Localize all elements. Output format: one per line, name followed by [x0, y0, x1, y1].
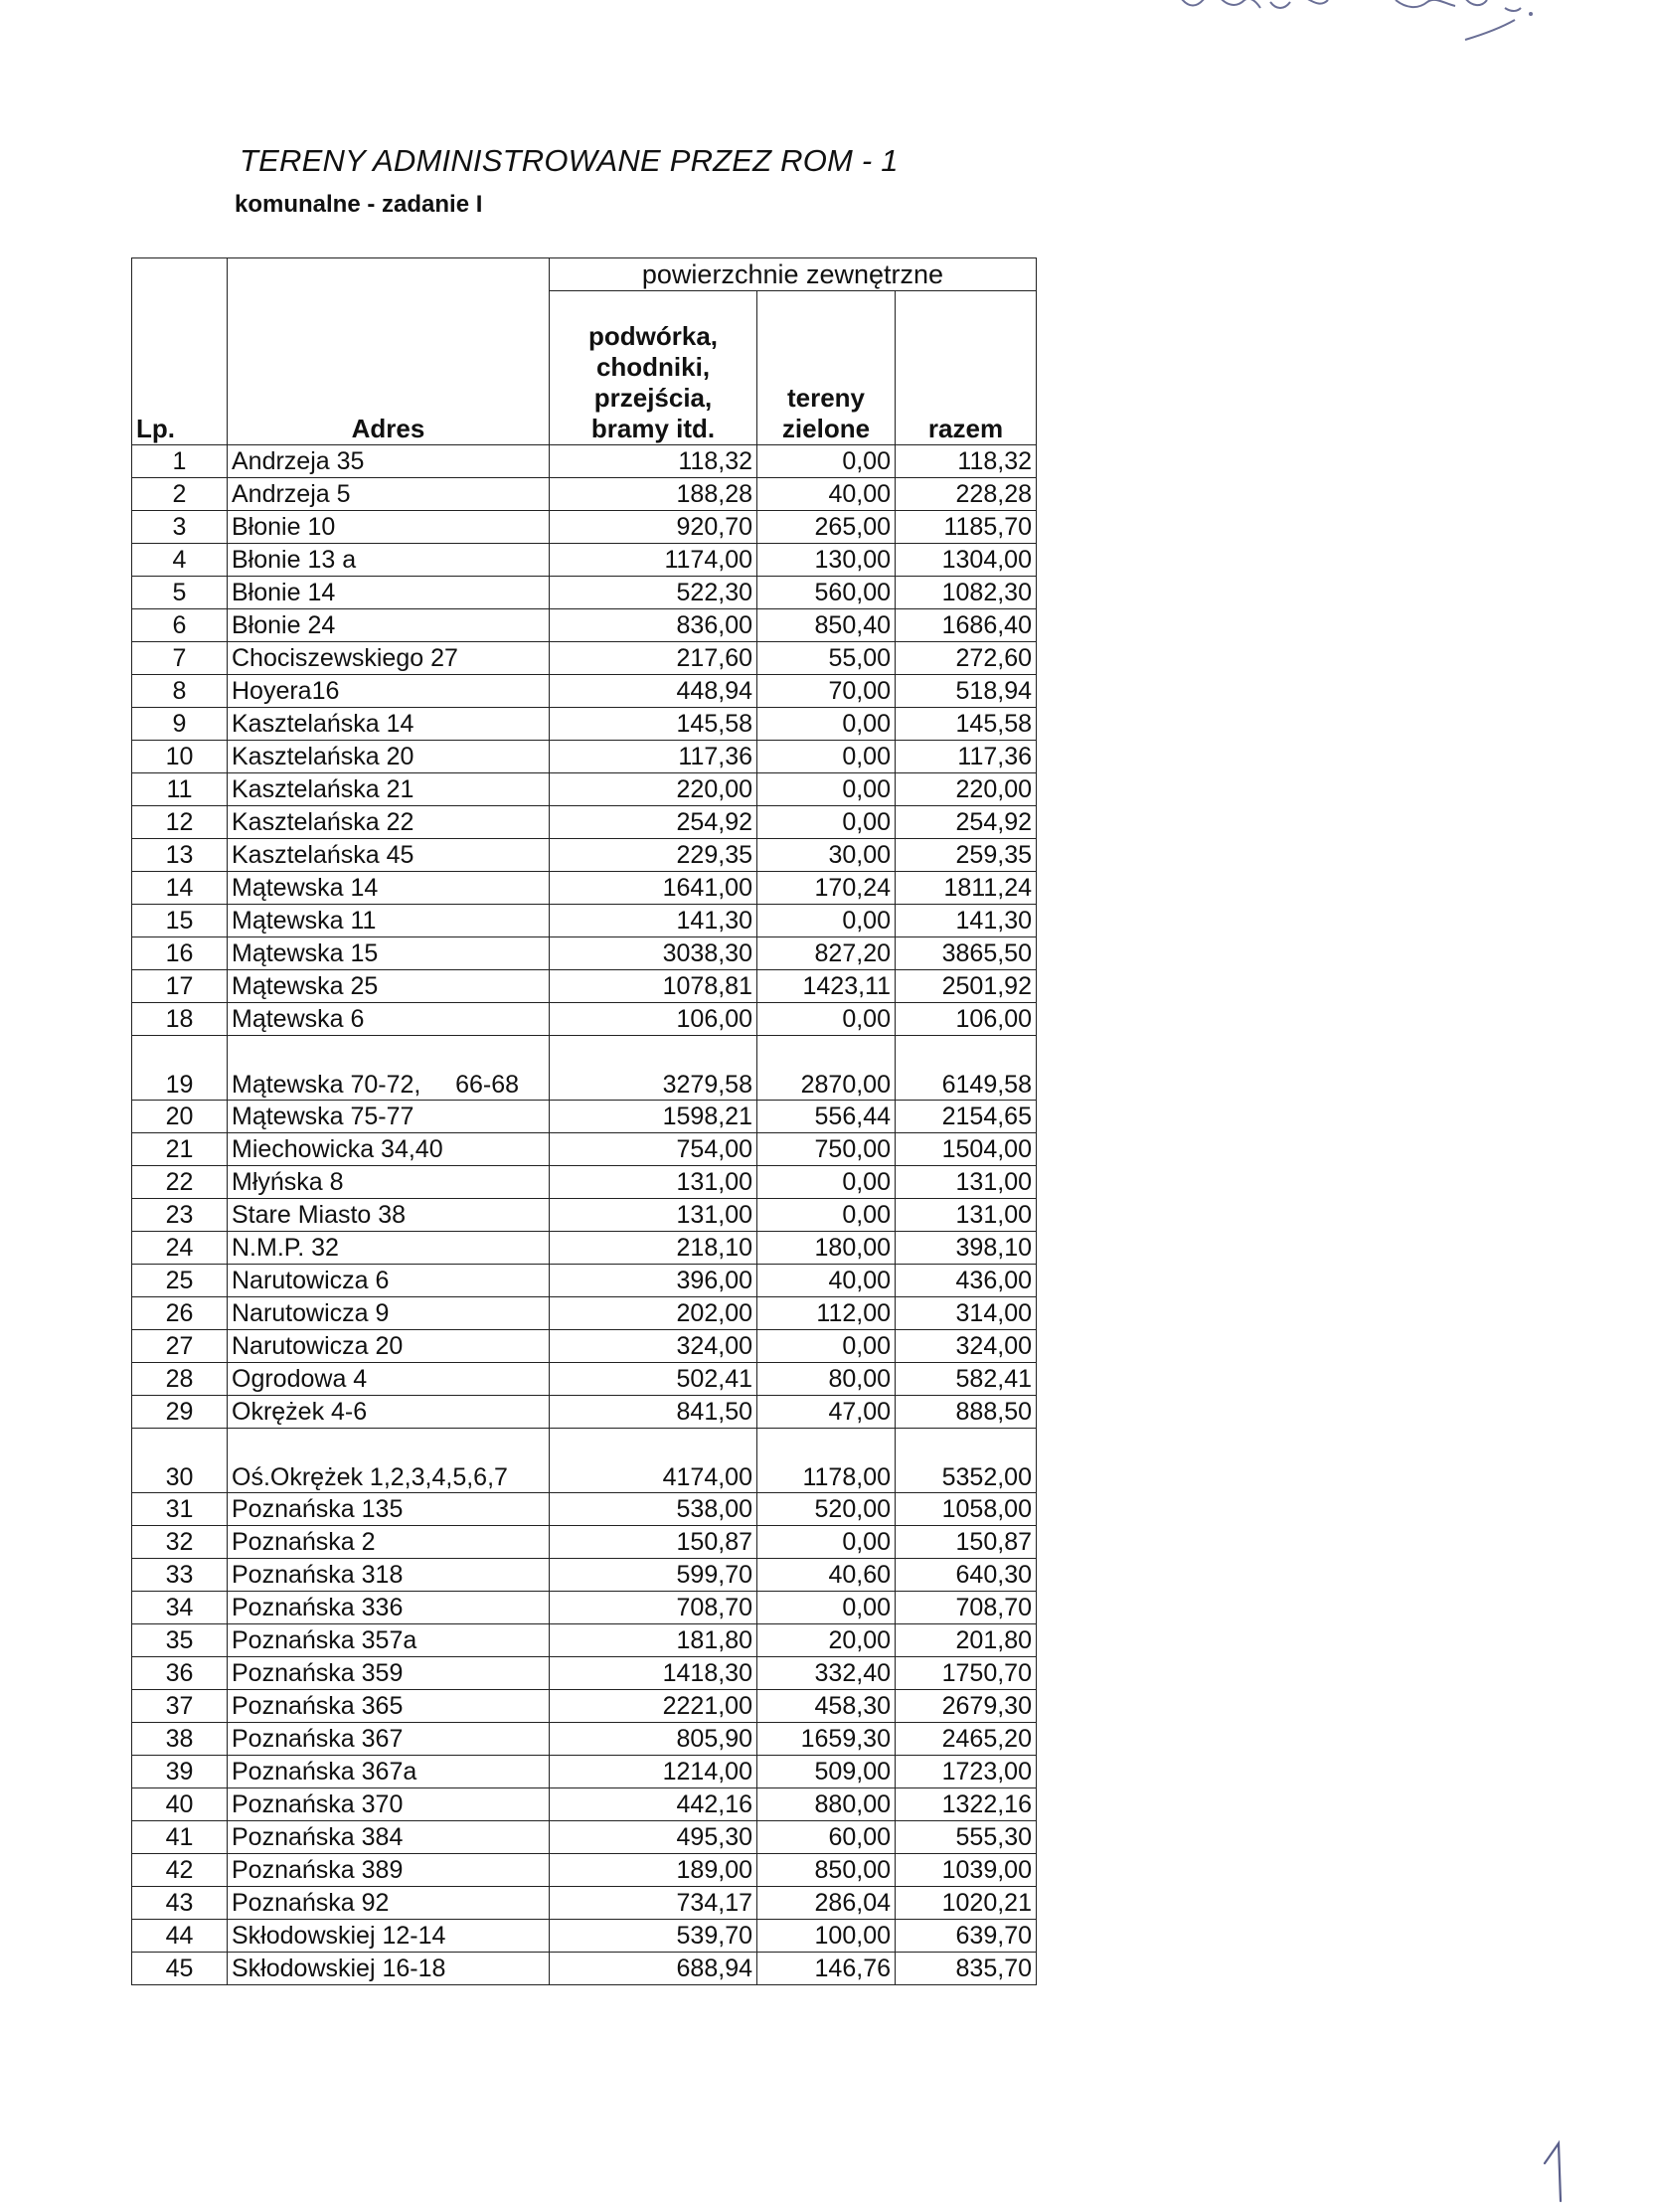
row-address: Poznańska 135: [228, 1493, 550, 1526]
row-number: 10: [132, 741, 228, 773]
row-total-area: 708,70: [896, 1592, 1037, 1624]
row-number: 28: [132, 1363, 228, 1396]
table-row: [132, 1363, 1037, 1396]
row-green-area: 2870,00: [757, 1036, 896, 1101]
row-yards-area: 220,00: [550, 773, 757, 806]
row-address: Poznańska 367a: [228, 1756, 550, 1788]
row-yards-area: 734,17: [550, 1887, 757, 1920]
row-address: Błonie 24: [228, 609, 550, 642]
row-green-area: 850,40: [757, 609, 896, 642]
row-green-area: 560,00: [757, 577, 896, 609]
row-total-area: 2501,92: [896, 970, 1037, 1003]
row-green-area: 146,76: [757, 1953, 896, 1985]
table-row: [132, 1396, 1037, 1429]
table-row: [132, 1559, 1037, 1592]
row-green-area: 170,24: [757, 872, 896, 905]
row-yards-area: 4174,00: [550, 1429, 757, 1493]
row-address: Poznańska 357a: [228, 1624, 550, 1657]
row-yards-area: 106,00: [550, 1003, 757, 1036]
header-line: podwórka,: [587, 321, 718, 351]
column-header-green-areas: [757, 291, 896, 445]
row-total-area: 272,60: [896, 642, 1037, 675]
row-number: 34: [132, 1592, 228, 1624]
row-yards-area: 131,00: [550, 1166, 757, 1199]
row-address: Błonie 14: [228, 577, 550, 609]
row-yards-area: 188,28: [550, 478, 757, 511]
row-number: 27: [132, 1330, 228, 1363]
row-address: Błonie 10: [228, 511, 550, 544]
row-green-area: 80,00: [757, 1363, 896, 1396]
row-green-area: 0,00: [757, 1526, 896, 1559]
row-green-area: 332,40: [757, 1657, 896, 1690]
row-number: 39: [132, 1756, 228, 1788]
row-number: 1: [132, 445, 228, 478]
row-number: 42: [132, 1854, 228, 1887]
row-green-area: 1178,00: [757, 1429, 896, 1493]
row-number: 37: [132, 1690, 228, 1723]
row-total-area: 2154,65: [896, 1101, 1037, 1133]
row-address: Mątewska 70-72, 66-68: [228, 1036, 550, 1101]
row-address: Kasztelańska 21: [228, 773, 550, 806]
row-yards-area: 229,35: [550, 839, 757, 872]
table-row: [132, 839, 1037, 872]
row-address: Poznańska 367: [228, 1723, 550, 1756]
row-number: 2: [132, 478, 228, 511]
row-address: Mątewska 6: [228, 1003, 550, 1036]
table-row: [132, 1821, 1037, 1854]
table-row: [132, 544, 1037, 577]
row-total-area: 228,28: [896, 478, 1037, 511]
row-yards-area: 254,92: [550, 806, 757, 839]
row-number: 8: [132, 675, 228, 708]
row-green-area: 30,00: [757, 839, 896, 872]
row-green-area: 1659,30: [757, 1723, 896, 1756]
table-row: [132, 1624, 1037, 1657]
table-row: [132, 806, 1037, 839]
table-row: [132, 577, 1037, 609]
row-address: Błonie 13 a: [228, 544, 550, 577]
column-header-lp: Lp.: [132, 258, 228, 445]
row-yards-area: 141,30: [550, 905, 757, 937]
row-yards-area: 442,16: [550, 1788, 757, 1821]
row-number: 43: [132, 1887, 228, 1920]
row-yards-area: 448,94: [550, 675, 757, 708]
column-group-header-external-areas: powierzchnie zewnętrzne: [550, 258, 1037, 291]
table-row: [132, 1133, 1037, 1166]
table-row: [132, 1297, 1037, 1330]
row-total-area: 201,80: [896, 1624, 1037, 1657]
row-total-area: 2679,30: [896, 1690, 1037, 1723]
row-total-area: 1750,70: [896, 1657, 1037, 1690]
row-address: Poznańska 370: [228, 1788, 550, 1821]
row-yards-area: 539,70: [550, 1920, 757, 1953]
row-total-area: 2465,20: [896, 1723, 1037, 1756]
row-yards-area: 1598,21: [550, 1101, 757, 1133]
row-green-area: 286,04: [757, 1887, 896, 1920]
row-total-area: 582,41: [896, 1363, 1037, 1396]
row-number: 18: [132, 1003, 228, 1036]
row-yards-area: 217,60: [550, 642, 757, 675]
row-green-area: 55,00: [757, 642, 896, 675]
row-total-area: 141,30: [896, 905, 1037, 937]
row-number: 13: [132, 839, 228, 872]
row-yards-area: 754,00: [550, 1133, 757, 1166]
header-line: tereny: [786, 383, 866, 413]
row-green-area: 0,00: [757, 773, 896, 806]
row-number: 30: [132, 1429, 228, 1493]
row-number: 19: [132, 1036, 228, 1101]
row-green-area: 40,60: [757, 1559, 896, 1592]
row-total-area: 1504,00: [896, 1133, 1037, 1166]
table-row: [132, 1166, 1037, 1199]
row-yards-area: 117,36: [550, 741, 757, 773]
row-green-area: 265,00: [757, 511, 896, 544]
row-green-area: 0,00: [757, 905, 896, 937]
table-row: [132, 1756, 1037, 1788]
row-yards-area: 218,10: [550, 1232, 757, 1265]
row-green-area: 40,00: [757, 1265, 896, 1297]
header-line: zielone: [781, 414, 871, 443]
row-address: Młyńska 8: [228, 1166, 550, 1199]
row-yards-area: 131,00: [550, 1199, 757, 1232]
row-address: Narutowicza 6: [228, 1265, 550, 1297]
row-address: Hoyera16: [228, 675, 550, 708]
row-yards-area: 1174,00: [550, 544, 757, 577]
row-number: 15: [132, 905, 228, 937]
row-green-area: 509,00: [757, 1756, 896, 1788]
column-header-total: razem: [896, 291, 1037, 445]
row-yards-area: 3279,58: [550, 1036, 757, 1101]
table-body: [132, 445, 1037, 1985]
row-address: Miechowicka 34,40: [228, 1133, 550, 1166]
row-green-area: 130,00: [757, 544, 896, 577]
row-number: 33: [132, 1559, 228, 1592]
row-yards-area: 1418,30: [550, 1657, 757, 1690]
table-row: [132, 478, 1037, 511]
row-number: 25: [132, 1265, 228, 1297]
row-yards-area: 202,00: [550, 1297, 757, 1330]
row-yards-area: 688,94: [550, 1953, 757, 1985]
row-total-area: 888,50: [896, 1396, 1037, 1429]
row-total-area: 117,36: [896, 741, 1037, 773]
row-yards-area: 495,30: [550, 1821, 757, 1854]
row-address: Oś.Okrężek 1,2,3,4,5,6,7: [228, 1429, 550, 1493]
row-total-area: 1723,00: [896, 1756, 1037, 1788]
table-row: [132, 905, 1037, 937]
row-address: Stare Miasto 38: [228, 1199, 550, 1232]
handwritten-page-number: [1539, 2137, 1578, 2207]
row-address: Skłodowskiej 12-14: [228, 1920, 550, 1953]
row-green-area: 880,00: [757, 1788, 896, 1821]
row-yards-area: 189,00: [550, 1854, 757, 1887]
row-number: 22: [132, 1166, 228, 1199]
row-green-area: 0,00: [757, 1003, 896, 1036]
row-total-area: 259,35: [896, 839, 1037, 872]
row-green-area: 0,00: [757, 1330, 896, 1363]
row-green-area: 1423,11: [757, 970, 896, 1003]
table-row: [132, 1854, 1037, 1887]
header-line: chodniki,: [595, 352, 711, 382]
table-row: [132, 1036, 1037, 1101]
row-address: Ogrodowa 4: [228, 1363, 550, 1396]
row-total-area: 106,00: [896, 1003, 1037, 1036]
row-number: 40: [132, 1788, 228, 1821]
row-total-area: 118,32: [896, 445, 1037, 478]
row-green-area: 0,00: [757, 708, 896, 741]
row-total-area: 1082,30: [896, 577, 1037, 609]
row-yards-area: 836,00: [550, 609, 757, 642]
row-yards-area: 599,70: [550, 1559, 757, 1592]
row-address: Okrężek 4-6: [228, 1396, 550, 1429]
row-green-area: 100,00: [757, 1920, 896, 1953]
row-number: 14: [132, 872, 228, 905]
row-address: Poznańska 336: [228, 1592, 550, 1624]
row-green-area: 0,00: [757, 1199, 896, 1232]
row-address: Narutowicza 9: [228, 1297, 550, 1330]
row-green-area: 60,00: [757, 1821, 896, 1854]
row-yards-area: 3038,30: [550, 937, 757, 970]
row-yards-area: 2221,00: [550, 1690, 757, 1723]
row-number: 4: [132, 544, 228, 577]
row-yards-area: 145,58: [550, 708, 757, 741]
row-address: Kasztelańska 22: [228, 806, 550, 839]
row-number: 31: [132, 1493, 228, 1526]
table-row: [132, 1592, 1037, 1624]
row-yards-area: 1078,81: [550, 970, 757, 1003]
table-row: [132, 1003, 1037, 1036]
row-total-area: 324,00: [896, 1330, 1037, 1363]
row-green-area: 458,30: [757, 1690, 896, 1723]
table-row: [132, 1493, 1037, 1526]
table-row: [132, 872, 1037, 905]
column-header-yards: [550, 291, 757, 445]
row-total-area: 398,10: [896, 1232, 1037, 1265]
row-yards-area: 1214,00: [550, 1756, 757, 1788]
row-number: 3: [132, 511, 228, 544]
row-number: 12: [132, 806, 228, 839]
table-row: [132, 970, 1037, 1003]
table-row: [132, 741, 1037, 773]
row-address: Kasztelańska 20: [228, 741, 550, 773]
row-number: 20: [132, 1101, 228, 1133]
page-subtitle: komunalne - zadanie I: [235, 191, 483, 218]
table-row: [132, 1723, 1037, 1756]
row-total-area: 1058,00: [896, 1493, 1037, 1526]
row-green-area: 520,00: [757, 1493, 896, 1526]
row-total-area: 5352,00: [896, 1429, 1037, 1493]
row-number: 35: [132, 1624, 228, 1657]
table-row: [132, 773, 1037, 806]
row-number: 17: [132, 970, 228, 1003]
row-total-area: 1811,24: [896, 872, 1037, 905]
row-number: 38: [132, 1723, 228, 1756]
row-address: Narutowicza 20: [228, 1330, 550, 1363]
table-row: [132, 1429, 1037, 1493]
row-number: 16: [132, 937, 228, 970]
row-total-area: 3865,50: [896, 937, 1037, 970]
row-yards-area: 841,50: [550, 1396, 757, 1429]
areas-table: [131, 257, 1037, 1985]
row-total-area: 640,30: [896, 1559, 1037, 1592]
row-number: 26: [132, 1297, 228, 1330]
row-total-area: 1322,16: [896, 1788, 1037, 1821]
row-yards-area: 538,00: [550, 1493, 757, 1526]
row-number: 32: [132, 1526, 228, 1559]
table-row: [132, 675, 1037, 708]
row-total-area: 150,87: [896, 1526, 1037, 1559]
header-line: bramy itd.: [590, 414, 716, 443]
row-total-area: 131,00: [896, 1166, 1037, 1199]
row-number: 45: [132, 1953, 228, 1985]
row-yards-area: 118,32: [550, 445, 757, 478]
row-number: 24: [132, 1232, 228, 1265]
row-green-area: 112,00: [757, 1297, 896, 1330]
header-line: przejścia,: [593, 383, 713, 413]
row-yards-area: 805,90: [550, 1723, 757, 1756]
row-number: 41: [132, 1821, 228, 1854]
row-number: 6: [132, 609, 228, 642]
row-total-area: 145,58: [896, 708, 1037, 741]
row-total-area: 1686,40: [896, 609, 1037, 642]
row-green-area: 40,00: [757, 478, 896, 511]
row-address: Poznańska 384: [228, 1821, 550, 1854]
table-row: [132, 708, 1037, 741]
row-total-area: 131,00: [896, 1199, 1037, 1232]
table-row: [132, 1920, 1037, 1953]
table-row: [132, 609, 1037, 642]
row-number: 5: [132, 577, 228, 609]
row-total-area: 314,00: [896, 1297, 1037, 1330]
row-green-area: 0,00: [757, 806, 896, 839]
page-title: TERENY ADMINISTROWANE PRZEZ ROM - 1: [240, 143, 899, 178]
row-green-area: 0,00: [757, 445, 896, 478]
row-green-area: 70,00: [757, 675, 896, 708]
table-row: [132, 1953, 1037, 1985]
table-row: [132, 1657, 1037, 1690]
row-green-area: 556,44: [757, 1101, 896, 1133]
row-address: Poznańska 359: [228, 1657, 550, 1690]
row-address: N.M.P. 32: [228, 1232, 550, 1265]
row-yards-area: 396,00: [550, 1265, 757, 1297]
row-address: Poznańska 365: [228, 1690, 550, 1723]
table-row: [132, 1526, 1037, 1559]
row-number: 7: [132, 642, 228, 675]
row-green-area: 827,20: [757, 937, 896, 970]
row-address: Andrzeja 35: [228, 445, 550, 478]
row-total-area: 835,70: [896, 1953, 1037, 1985]
row-address: Mątewska 11: [228, 905, 550, 937]
table-row: [132, 1199, 1037, 1232]
row-address: Mątewska 25: [228, 970, 550, 1003]
row-total-area: 1185,70: [896, 511, 1037, 544]
row-green-area: 0,00: [757, 1166, 896, 1199]
row-number: 9: [132, 708, 228, 741]
row-green-area: 850,00: [757, 1854, 896, 1887]
row-total-area: 6149,58: [896, 1036, 1037, 1101]
row-green-area: 0,00: [757, 1592, 896, 1624]
row-green-area: 20,00: [757, 1624, 896, 1657]
row-yards-area: 150,87: [550, 1526, 757, 1559]
row-green-area: 0,00: [757, 741, 896, 773]
table-row: [132, 445, 1037, 478]
row-total-area: 1304,00: [896, 544, 1037, 577]
table-row: [132, 937, 1037, 970]
table-row: [132, 1690, 1037, 1723]
row-address: Kasztelańska 45: [228, 839, 550, 872]
row-address: Chociszewskiego 27: [228, 642, 550, 675]
row-yards-area: 522,30: [550, 577, 757, 609]
table-row: [132, 1101, 1037, 1133]
row-total-area: 639,70: [896, 1920, 1037, 1953]
row-number: 29: [132, 1396, 228, 1429]
row-yards-area: 324,00: [550, 1330, 757, 1363]
row-yards-area: 1641,00: [550, 872, 757, 905]
row-total-area: 1039,00: [896, 1854, 1037, 1887]
table-row: [132, 1788, 1037, 1821]
row-address: Poznańska 2: [228, 1526, 550, 1559]
row-number: 23: [132, 1199, 228, 1232]
row-number: 11: [132, 773, 228, 806]
table-row: [132, 1330, 1037, 1363]
row-yards-area: 920,70: [550, 511, 757, 544]
table-row: [132, 1265, 1037, 1297]
row-address: Mątewska 75-77: [228, 1101, 550, 1133]
row-number: 44: [132, 1920, 228, 1953]
row-total-area: 1020,21: [896, 1887, 1037, 1920]
row-total-area: 220,00: [896, 773, 1037, 806]
table-row: [132, 1887, 1037, 1920]
table-row: [132, 511, 1037, 544]
row-address: Mątewska 14: [228, 872, 550, 905]
column-header-address: Adres: [228, 258, 550, 445]
table-row: [132, 642, 1037, 675]
row-total-area: 436,00: [896, 1265, 1037, 1297]
row-address: Poznańska 92: [228, 1887, 550, 1920]
row-address: Andrzeja 5: [228, 478, 550, 511]
row-number: 21: [132, 1133, 228, 1166]
row-green-area: 180,00: [757, 1232, 896, 1265]
row-address: Poznańska 389: [228, 1854, 550, 1887]
row-green-area: 750,00: [757, 1133, 896, 1166]
row-green-area: 47,00: [757, 1396, 896, 1429]
row-number: 36: [132, 1657, 228, 1690]
row-total-area: 254,92: [896, 806, 1037, 839]
row-address: Mątewska 15: [228, 937, 550, 970]
handwritten-scribble: [1167, 0, 1545, 54]
row-address: Skłodowskiej 16-18: [228, 1953, 550, 1985]
row-yards-area: 708,70: [550, 1592, 757, 1624]
row-total-area: 518,94: [896, 675, 1037, 708]
row-total-area: 555,30: [896, 1821, 1037, 1854]
row-address: Poznańska 318: [228, 1559, 550, 1592]
row-yards-area: 502,41: [550, 1363, 757, 1396]
row-yards-area: 181,80: [550, 1624, 757, 1657]
table-row: [132, 1232, 1037, 1265]
row-address: Kasztelańska 14: [228, 708, 550, 741]
